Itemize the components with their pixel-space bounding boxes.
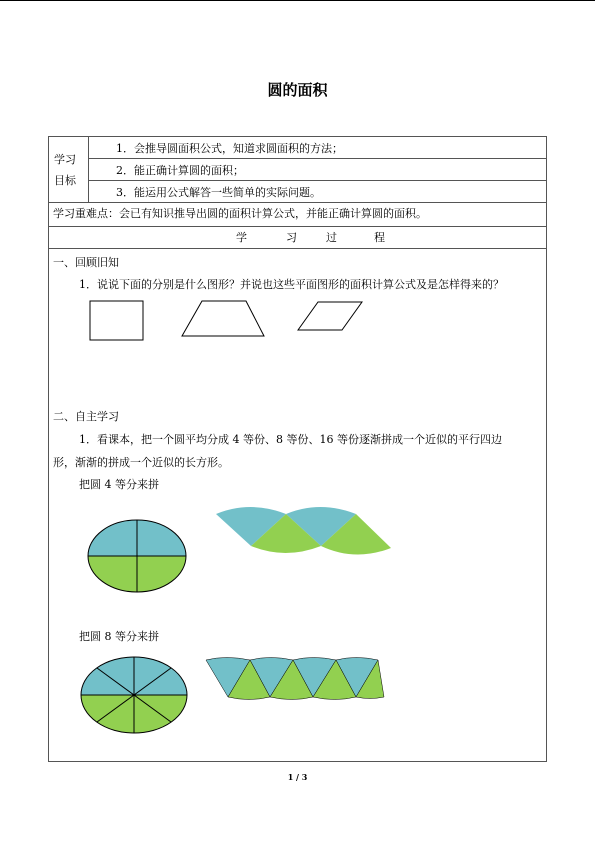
paragraph-text: 形，渐渐的拼成一个近似的长方形。	[53, 456, 229, 469]
figure-caption: 把圆 4 等分来拼	[79, 478, 159, 491]
circle-8-parts	[81, 657, 187, 733]
objectives-label: 目标	[54, 174, 76, 187]
circle-4-parts	[88, 520, 186, 592]
process-header-char: 过	[326, 231, 337, 244]
trapezoid-shape	[182, 301, 264, 336]
section-heading: 二、自主学习	[53, 410, 119, 423]
process-header-char: 程	[374, 231, 385, 244]
objective-item: 1．会推导圆面积公式，知道求圆面积的方法；	[116, 142, 343, 155]
key-points: 学习重难点：会已有知识推导出圆的面积计算公式，并能正确计算圆的面积。	[53, 207, 427, 220]
question-text: 1．说说下面的分别是什么图形？并说也这些平面图形的面积计算公式及是怎样得来的？	[79, 278, 504, 291]
parallelogram-shape	[298, 302, 362, 330]
rearranged-4-sectors	[216, 507, 391, 555]
process-header-char: 习	[286, 231, 297, 244]
page-title: 圆的面积	[267, 81, 328, 99]
objective-item: 3．能运用公式解答一些简单的实际问题。	[116, 186, 321, 199]
rearranged-8-sectors	[206, 658, 384, 700]
objective-item: 2．能正确计算圆的面积；	[116, 164, 244, 177]
process-header-char: 学	[236, 231, 247, 244]
section-heading: 一、回顾旧知	[53, 256, 119, 269]
objectives-label: 学习	[54, 153, 76, 166]
figure-caption: 把圆 8 等分来拼	[79, 630, 159, 643]
page-number: 1 / 3	[287, 772, 308, 782]
paragraph-text: 1．看课本，把一个圆平均分成 4 等份、8 等份、16 等份逐渐拼成一个近似的平行四边	[79, 433, 502, 446]
rectangle-shape	[90, 301, 143, 340]
